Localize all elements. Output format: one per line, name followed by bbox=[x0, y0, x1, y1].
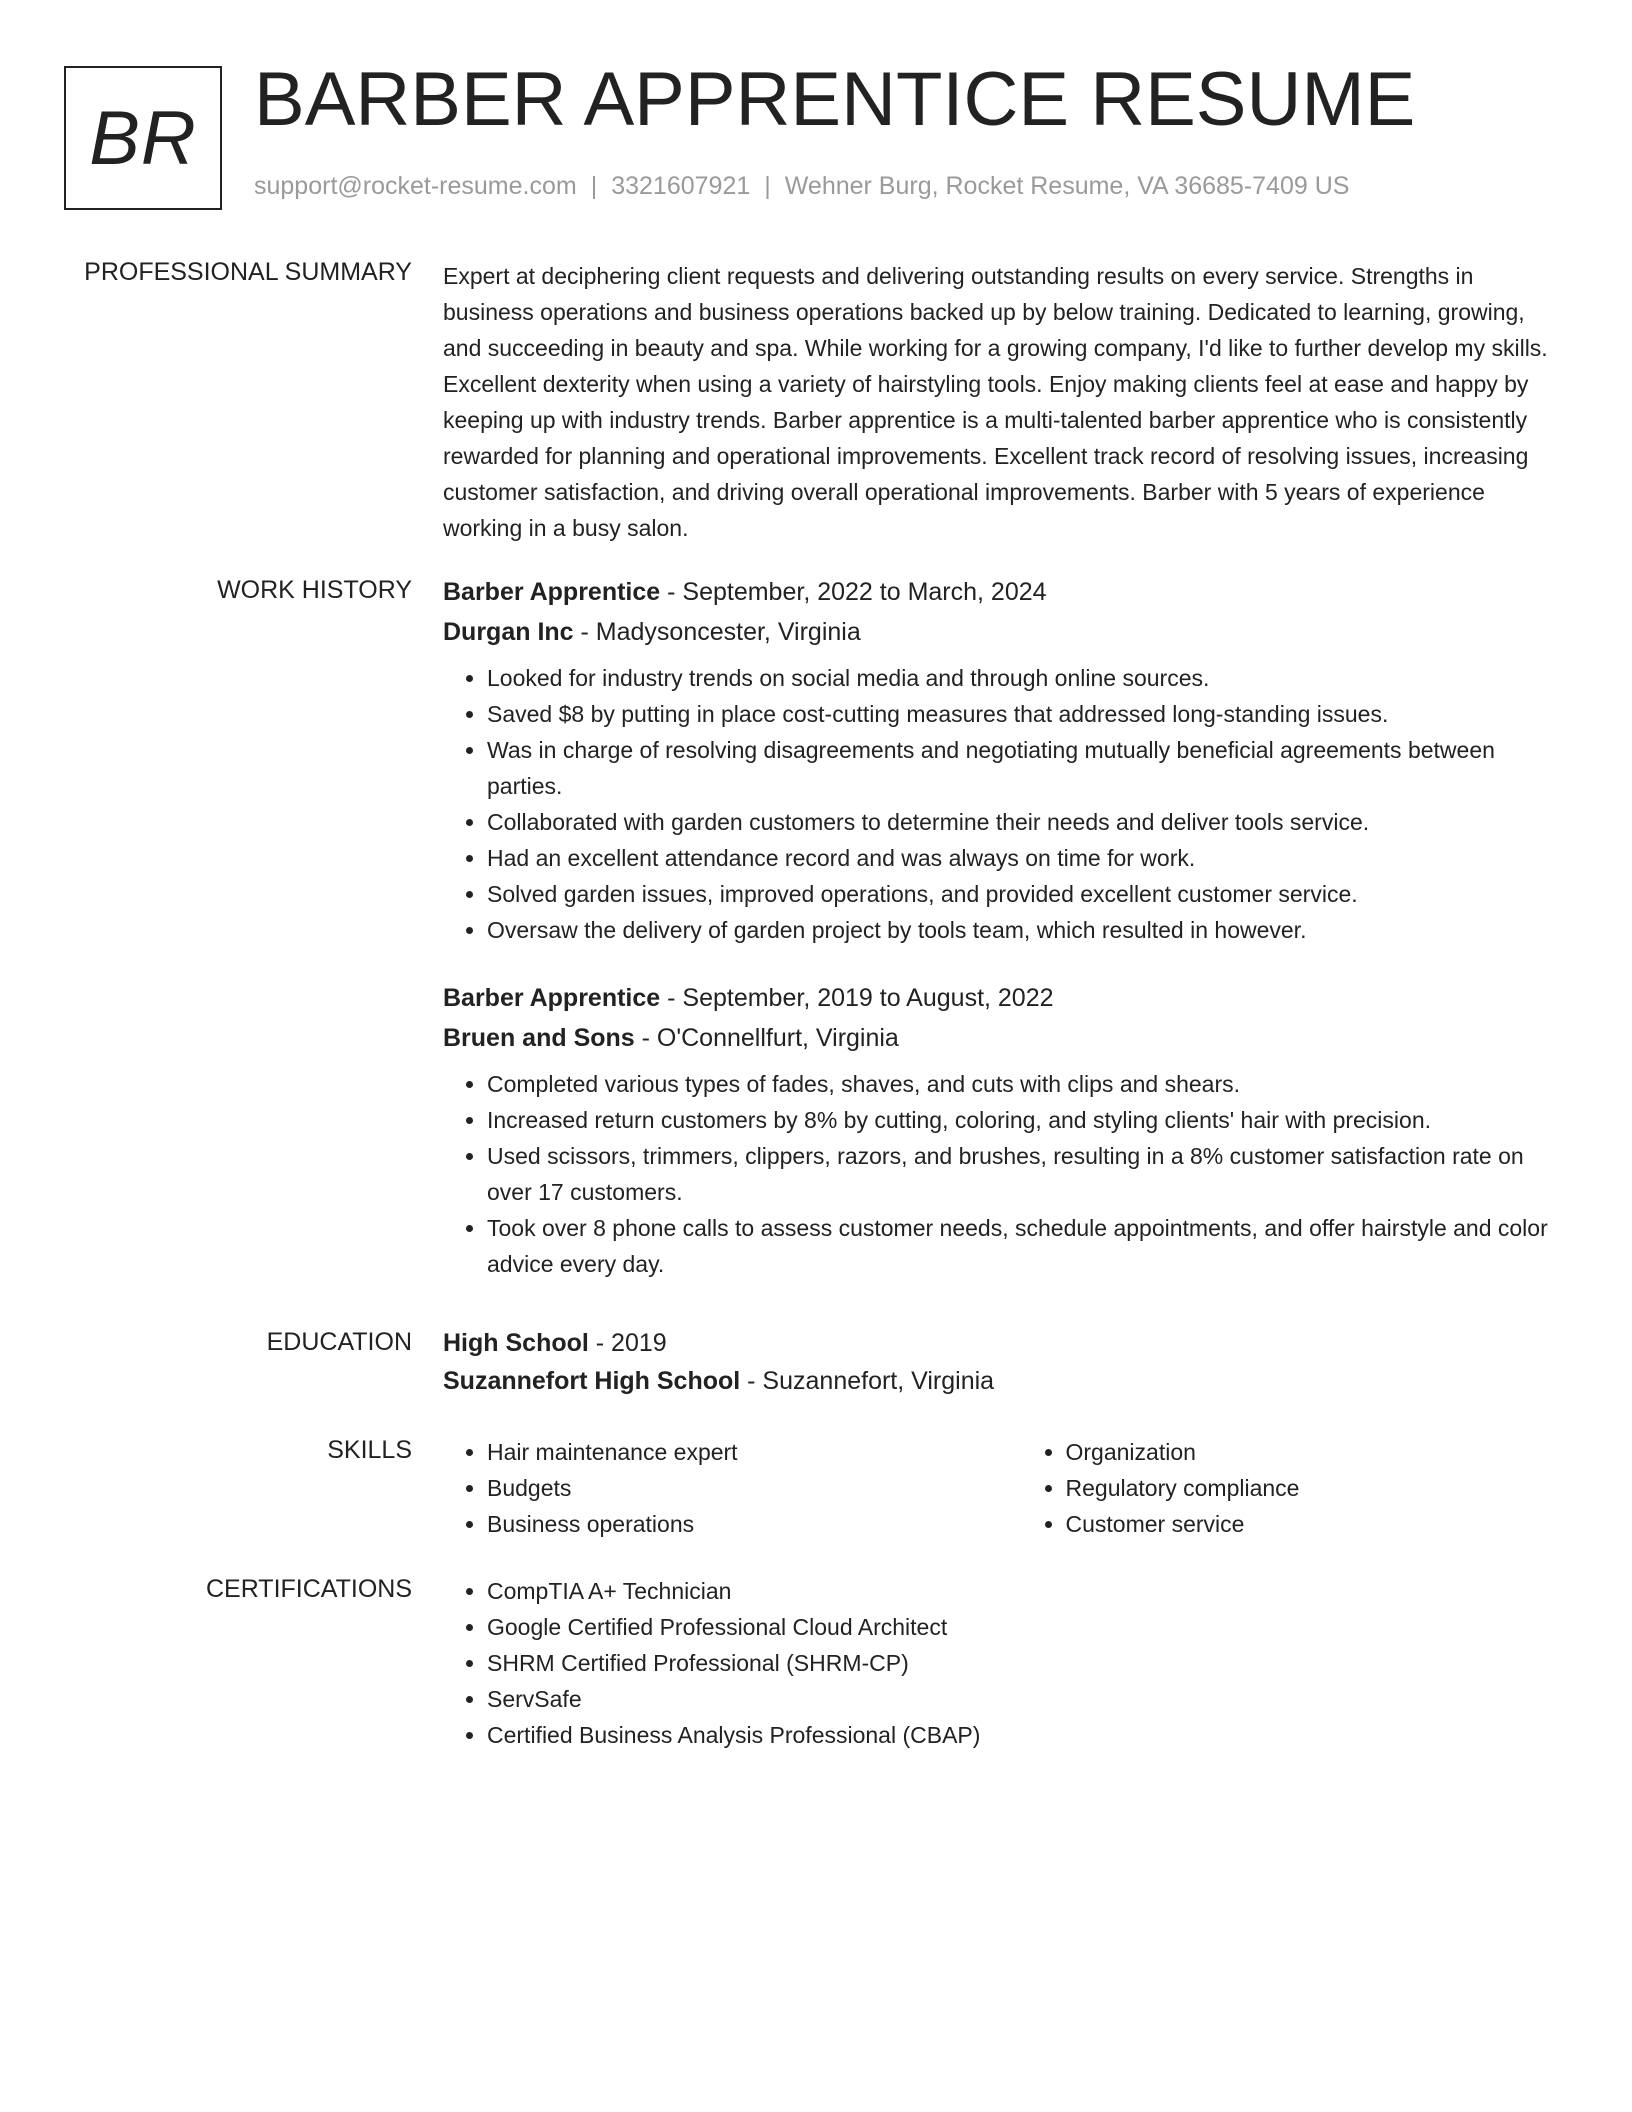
job-bullets bbox=[443, 660, 1555, 948]
work-history-body bbox=[443, 572, 1555, 1282]
job-company: Durgan Inc bbox=[443, 618, 574, 646]
resume-title: BARBER APPRENTICE RESUME bbox=[254, 57, 1416, 142]
skill-item: • Customer service bbox=[1066, 1506, 1556, 1542]
job-location: - O'Connellfurt, Virginia bbox=[634, 1024, 899, 1052]
summary-body bbox=[443, 258, 1555, 546]
job-title-line bbox=[443, 978, 1555, 1018]
skill-item: • Hair maintenance expert bbox=[487, 1434, 977, 1470]
certification-item: • ServSafe bbox=[487, 1681, 1555, 1717]
job-bullet: • Completed various types of fades, shaves, and cuts with clips and shears. bbox=[487, 1066, 1555, 1102]
contact-separator: | bbox=[590, 172, 598, 200]
job-bullet: • Was in charge of resolving disagreements and negotiating mutually beneficial agreements between parties. bbox=[487, 732, 1555, 804]
education-school: Suzannefort High School bbox=[443, 1367, 741, 1395]
job-bullet: • Looked for industry trends on social media and through online sources. bbox=[487, 660, 1555, 696]
certification-item: • SHRM Certified Professional (SHRM-CP) bbox=[487, 1645, 1555, 1681]
skills-label: SKILLS bbox=[327, 1436, 412, 1464]
job-dates: - September, 2019 to August, 2022 bbox=[660, 984, 1054, 1012]
education-degree-line bbox=[443, 1324, 1555, 1362]
education-year: - 2019 bbox=[588, 1329, 667, 1357]
job-bullet: • Oversaw the delivery of garden project by tools team, which resulted in however. bbox=[487, 912, 1555, 948]
job-entry bbox=[443, 978, 1555, 1282]
certification-item: • CompTIA A+ Technician bbox=[487, 1573, 1555, 1609]
job-company-line bbox=[443, 612, 1555, 652]
job-title: Barber Apprentice bbox=[443, 578, 661, 606]
certification-item: • Google Certified Professional Cloud Architect bbox=[487, 1609, 1555, 1645]
contact-separator: | bbox=[764, 172, 771, 200]
job-entry bbox=[443, 572, 1555, 948]
job-title-line bbox=[443, 572, 1555, 612]
job-dates: - September, 2022 to March, 2024 bbox=[660, 578, 1047, 606]
skill-item: • Business operations bbox=[487, 1506, 977, 1542]
contact-address: Wehner Burg, Rocket Resume, VA 36685-7409 US bbox=[784, 172, 1350, 200]
job-bullets bbox=[443, 1066, 1555, 1282]
job-location: - Madysoncester, Virginia bbox=[573, 618, 861, 646]
job-bullet: • Took over 8 phone calls to assess customer needs, schedule appointments, and offer hairstyle and color advice every day. bbox=[487, 1210, 1555, 1282]
job-bullet: • Solved garden issues, improved operations, and provided excellent customer service. bbox=[487, 876, 1555, 912]
job-bullet: • Used scissors, trimmers, clippers, razors, and brushes, resulting in a 8% customer satisfaction rate on over 17 customers. bbox=[487, 1138, 1555, 1210]
certifications-body bbox=[443, 1573, 1555, 1753]
skills-column-left bbox=[443, 1434, 977, 1542]
certification-item: • Certified Business Analysis Professional (CBAP) bbox=[487, 1717, 1555, 1753]
summary-text: Expert at deciphering client requests and delivering outstanding results on every service. Strengths in business operations and business operations backed up by below training. Dedicated to learning, growing, and succeeding in beauty and spa. While working for a growing company, I'd like to further develop my skills. Excellent dexterity when using a variety of hairstyling tools. Enjoy making clients feel at ease and happy by keeping up with industry trends. Barber apprentice is a multi-talented barber apprentice who is consistently rewarded for planning and operational improvements. Excellent track record of resolving issues, increasing customer satisfaction, and driving overall operational improvements. Barber with 5 years of experience working in a busy salon. bbox=[443, 263, 1548, 541]
contact-line bbox=[254, 172, 1349, 201]
education-degree: High School bbox=[443, 1329, 589, 1357]
monogram-box: BR bbox=[64, 66, 222, 210]
skills-column-right bbox=[1022, 1434, 1556, 1542]
skills-grid bbox=[443, 1434, 1555, 1542]
education-label: EDUCATION bbox=[266, 1328, 412, 1356]
contact-phone: 3321607921 bbox=[611, 172, 751, 200]
summary-label: PROFESSIONAL SUMMARY bbox=[84, 258, 412, 286]
job-bullet: • Had an excellent attendance record and was always on time for work. bbox=[487, 840, 1555, 876]
job-company-line bbox=[443, 1018, 1555, 1058]
education-school-line bbox=[443, 1362, 1555, 1400]
job-company: Bruen and Sons bbox=[443, 1024, 635, 1052]
job-title: Barber Apprentice bbox=[443, 984, 661, 1012]
job-bullet: • Increased return customers by 8% by cutting, coloring, and styling clients' hair with precision. bbox=[487, 1102, 1555, 1138]
certifications-list bbox=[443, 1573, 1555, 1753]
work-history-label: WORK HISTORY bbox=[217, 576, 412, 604]
job-bullet: • Saved $8 by putting in place cost-cutting measures that addressed long-standing issues. bbox=[487, 696, 1555, 732]
skill-item: • Budgets bbox=[487, 1470, 977, 1506]
contact-email: support@rocket-resume.com bbox=[254, 172, 577, 200]
education-location: - Suzannefort, Virginia bbox=[740, 1367, 995, 1395]
skill-item: • Organization bbox=[1066, 1434, 1556, 1470]
skills-body bbox=[443, 1434, 1555, 1542]
certifications-label: CERTIFICATIONS bbox=[205, 1575, 412, 1603]
skill-item: • Regulatory compliance bbox=[1066, 1470, 1556, 1506]
job-bullet: • Collaborated with garden customers to determine their needs and deliver tools service. bbox=[487, 804, 1555, 840]
education-body bbox=[443, 1324, 1555, 1400]
